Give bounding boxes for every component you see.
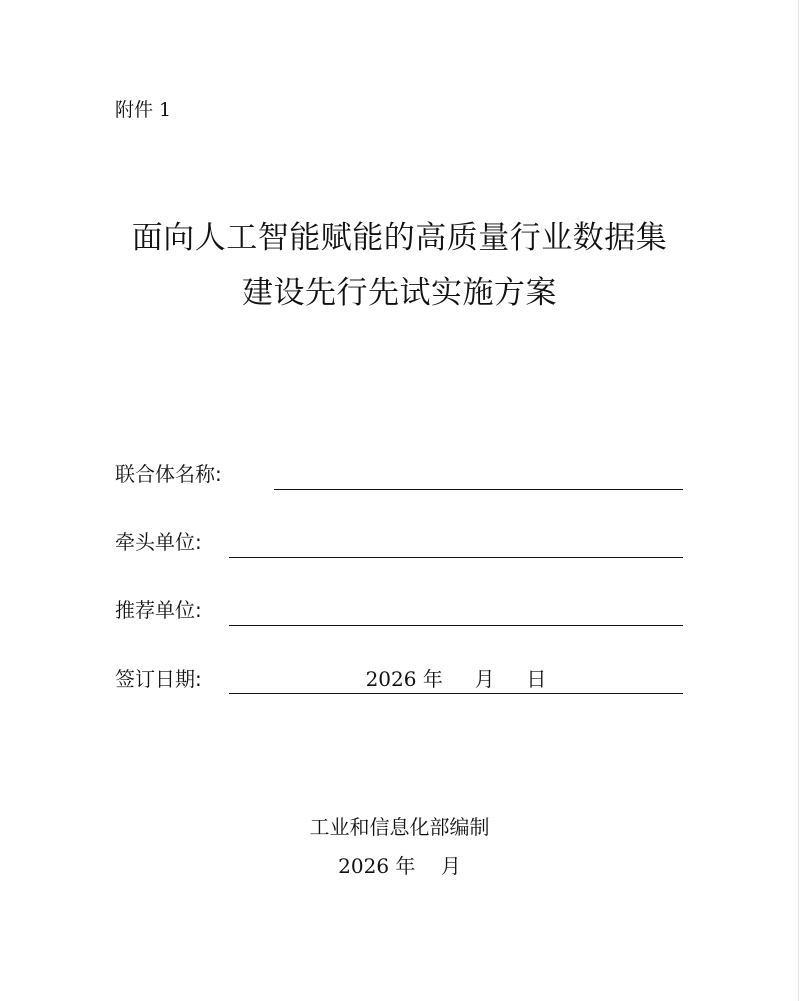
recommending-unit-label: 推荐单位:: [115, 598, 202, 622]
recommending-unit-blank[interactable]: [229, 625, 683, 626]
footer-date-year-unit: 年: [395, 854, 416, 878]
signing-date-month-unit: 月: [474, 667, 495, 691]
signing-date-label: 签订日期:: [115, 667, 202, 691]
document-title-line-2: 建设先行先试实施方案: [242, 275, 557, 311]
signing-date-year: 2026: [365, 667, 417, 691]
lead-unit-label: 牵头单位:: [115, 530, 202, 554]
footer-organization: 工业和信息化部编制: [309, 815, 490, 839]
document-title-line-1: 面向人工智能赋能的高质量行业数据集: [131, 220, 668, 256]
lead-unit-blank[interactable]: [229, 557, 683, 558]
footer-date: [0, 852, 799, 880]
signing-date-year-unit: 年: [422, 667, 443, 691]
signing-date-blank[interactable]: [229, 693, 683, 694]
consortium-name-label: 联合体名称:: [115, 462, 222, 486]
consortium-name-blank[interactable]: [274, 489, 683, 490]
signing-date-day-unit: 日: [526, 667, 547, 691]
signing-date-value: [229, 665, 683, 693]
attachment-label: 附件 1: [115, 99, 172, 121]
footer-date-year: 2026: [338, 854, 390, 878]
footer-date-month-unit: 月: [440, 854, 461, 878]
